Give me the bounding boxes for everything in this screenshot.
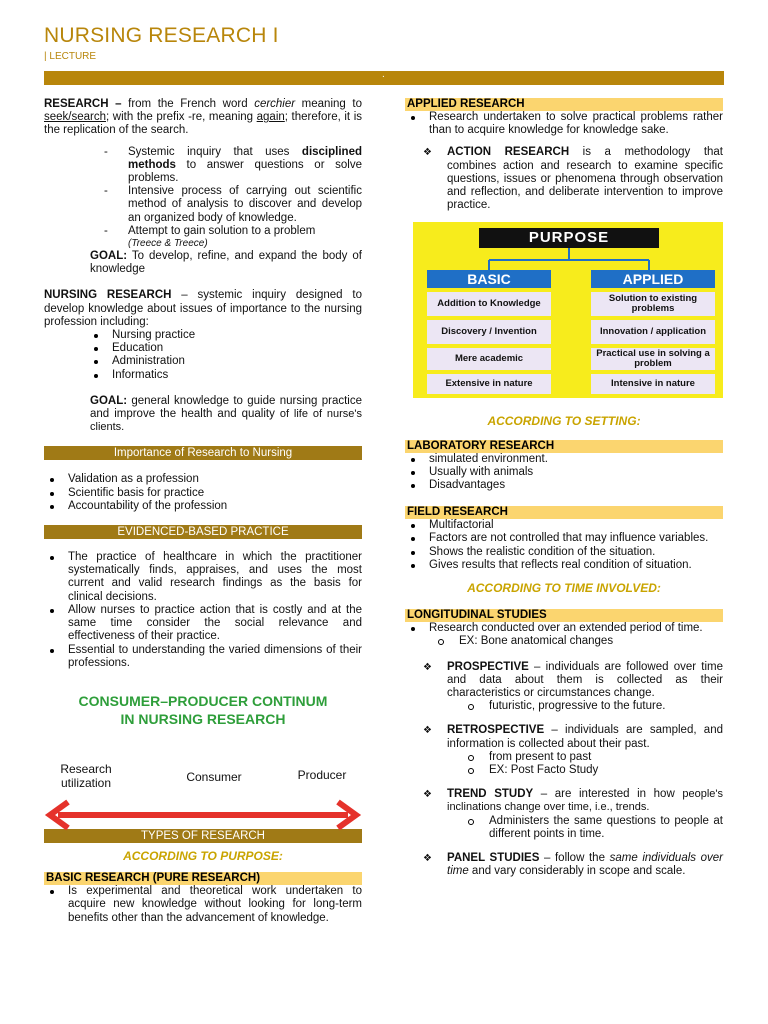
basic-research-list (44, 885, 362, 925)
def1-a: Systemic inquiry that uses (128, 145, 302, 158)
header-bar-dot: . (382, 69, 385, 80)
list-item: Allow nurses to practice action that is costly and at the same time consider the social relevance and effectiveness of their practice. (44, 604, 362, 644)
nursing-research-list (44, 329, 362, 382)
laboratory-list (405, 453, 723, 493)
according-purpose-colon: : (278, 848, 283, 863)
list-item: Disadvantages (405, 479, 723, 492)
left-column (44, 98, 362, 925)
according-setting-heading (405, 415, 723, 428)
intro-text-c: ; with the prefix -re, meaning (106, 111, 257, 124)
according-time-heading: ACCORDING TO TIME INVOLVED: (467, 581, 661, 596)
list-item: Essential to understanding the varied dimensions of their professions. (44, 644, 362, 670)
trend-study (405, 788, 723, 814)
applied-item: Innovation / application (591, 320, 715, 344)
list-item: Scientific basis for practice (44, 487, 362, 500)
continuum-title-1: CONSUMER–PRODUCER CONTINUM (78, 692, 328, 709)
longitudinal-sublist (405, 635, 723, 648)
goal2-label: GOAL: (90, 394, 128, 407)
list-item: Gives results that reflects real condition of situation. (405, 559, 723, 572)
citation: (Treece & Treece) (128, 238, 208, 250)
intro-text-a: from the French word (121, 98, 255, 110)
retrospective-sublist (405, 751, 723, 777)
page-subtitle: | LECTURE (44, 51, 97, 62)
right-column (405, 98, 723, 879)
applied-item: Solution to existing problems (591, 292, 715, 316)
importance-list (44, 473, 362, 513)
list-item: The practice of healthcare in which the practitioner systematically finds, appraises, and uses the most current and valid research findings as the basis for clinical decisions. (44, 551, 362, 604)
def-item: - Attempt to gain solution to a problem (104, 225, 362, 238)
field-list (405, 519, 723, 572)
list-item: Administration (88, 355, 362, 368)
list-item: Usually with animals (405, 466, 723, 479)
trend-sublist (405, 815, 723, 841)
basic-research-bar: BASIC RESEARCH (PURE RESEARCH) (44, 872, 362, 885)
intro-seek: seek/search (44, 111, 107, 124)
according-purpose-heading (44, 850, 362, 863)
header-bar (44, 71, 724, 85)
list-item: Accountability of the profession (44, 500, 362, 513)
list-item: Is experimental and theoretical work undertaken to acquire new knowledge without looking for long-term benefits other than the advancement of knowledge. (44, 885, 362, 925)
nr-term: NURSING RESEARCH (44, 289, 172, 302)
goal2-tail: of life of nurse's clients. (90, 408, 362, 434)
def1-c: to answer questions or solve problems. (128, 158, 362, 185)
according-purpose-text: ACCORDING TO PURPOSE (123, 848, 279, 863)
action-text: is a methodology that combines action and research to examine specific questions, issues or phenomena through observation and reflection, and deliberate intervention to improve practice. (447, 146, 724, 212)
nr-text: – systemic inquiry designed to develop knowledge about issues of importance to the nursing profession including: (44, 289, 363, 328)
pro-text: – individuals are followed over time and data about them is collected as their characteristics or circumstances change. (447, 660, 723, 700)
retro-term: RETROSPECTIVE (447, 724, 545, 737)
ebp-bar: EVIDENCED-BASED PRACTICE (44, 525, 362, 539)
types-bar: TYPES OF RESEARCH (44, 829, 362, 843)
according-setting-colon: : (636, 414, 641, 429)
research-definition (44, 98, 362, 138)
list-item: simulated environment. (405, 453, 723, 466)
action-term: ACTION RESEARCH (447, 146, 570, 159)
prospective (405, 661, 723, 701)
list-item: from present to past (465, 751, 723, 764)
goal1-label: GOAL: (90, 250, 128, 263)
intro-text-b: meaning to (295, 98, 362, 110)
def-item: - Intensive process of carrying out scientific method of analysis to discover and develop an organized body of knowledge. (104, 185, 362, 225)
list-item: Nursing practice (88, 329, 362, 342)
panel-text-b: and vary considerably in scope and scale. (468, 865, 686, 878)
continuum-title-2: IN NURSING RESEARCH (120, 710, 286, 727)
panel-studies (405, 852, 723, 878)
continuum-diagram (44, 736, 362, 836)
list-item: Research undertaken to solve practical problems rather than to acquire knowledge for knowledge sake. (405, 111, 723, 137)
applied-header: APPLIED (591, 270, 715, 288)
goal1-text: To develop, refine, and expand the body of knowledge (90, 250, 362, 276)
continuum-right-label: Producer (297, 767, 347, 782)
panel-term: PANEL STUDIES (447, 852, 540, 865)
def-item (104, 146, 362, 186)
nursing-research-definition (44, 289, 362, 329)
basic-header: BASIC (427, 270, 551, 288)
intro-cerchier: cerchier (254, 98, 296, 110)
applied-research-list (405, 111, 723, 137)
panel-text-a: – follow the (539, 852, 610, 865)
research-term: RESEARCH – (44, 98, 122, 110)
continuum-left-label (50, 762, 122, 790)
longitudinal-list (405, 622, 723, 635)
trend-text: – are interested in how (533, 788, 683, 801)
list-item: Shows the realistic condition of the situation. (405, 546, 723, 559)
basic-item: Mere academic (427, 348, 551, 370)
def1-b: disciplined methods (128, 145, 362, 171)
continuum-mid-label: Consumer (186, 769, 242, 784)
importance-bar: Importance of Research to Nursing (44, 446, 362, 460)
field-research-bar: FIELD RESEARCH (405, 506, 723, 519)
according-setting-text: ACCORDING TO SETTING (487, 414, 637, 429)
purpose-title: PURPOSE (479, 228, 659, 248)
goal2-text: general knowledge to guide nursing practice and improve the health and quality (90, 394, 362, 421)
continuum-title (44, 692, 362, 728)
list-item: Multifactorial (405, 519, 723, 532)
list-item: Validation as a profession (44, 473, 362, 486)
research-def-list (44, 146, 362, 238)
list-item: Education (88, 342, 362, 355)
double-arrow-icon (44, 798, 362, 832)
intro-again: again (256, 111, 285, 124)
applied-research-bar: APPLIED RESEARCH (405, 98, 723, 111)
applied-item: Intensive in nature (591, 374, 715, 394)
page-title: NURSING RESEARCH I (44, 24, 279, 47)
list-item: Research conducted over an extended period of time. (405, 622, 723, 635)
applied-item: Practical use in solving a problem (591, 348, 715, 370)
pro-term: PROSPECTIVE (447, 660, 529, 673)
prospective-sublist (405, 700, 723, 713)
trend-tail: people's inclinations change over time, i.e., trends. (447, 788, 723, 814)
basic-item: Addition to Knowledge (427, 292, 551, 316)
goal-1 (44, 250, 362, 276)
intro-text-d: ; therefore, it is the replication of the search. (44, 111, 363, 137)
basic-item: Discovery / Invention (427, 320, 551, 344)
retro-text: – individuals are sampled, and information is collected about their past. (447, 724, 723, 750)
goal-2 (44, 395, 362, 435)
panel-italic: same individuals over time (447, 852, 723, 878)
longitudinal-bar: LONGITUDINAL STUDIES (405, 609, 723, 622)
laboratory-research-bar: LABORATORY RESEARCH (405, 440, 723, 453)
list-item: Administers the same questions to people at different points in time. (465, 815, 723, 841)
trend-term: TREND STUDY (447, 788, 534, 801)
retrospective (405, 724, 723, 750)
basic-item: Extensive in nature (427, 374, 551, 394)
ebp-list (44, 551, 362, 670)
purpose-diagram (413, 222, 723, 398)
list-item: Factors are not controlled that may influence variables. (405, 532, 723, 545)
action-research (405, 146, 723, 212)
list-item: EX: Bone anatomical changes (435, 635, 723, 648)
list-item: Informatics (88, 369, 362, 382)
list-item: EX: Post Facto Study (465, 764, 723, 777)
continuum-left-2: utilization (60, 775, 112, 790)
continuum-left-1: Research (60, 761, 112, 776)
list-item: futuristic, progressive to the future. (465, 700, 723, 713)
